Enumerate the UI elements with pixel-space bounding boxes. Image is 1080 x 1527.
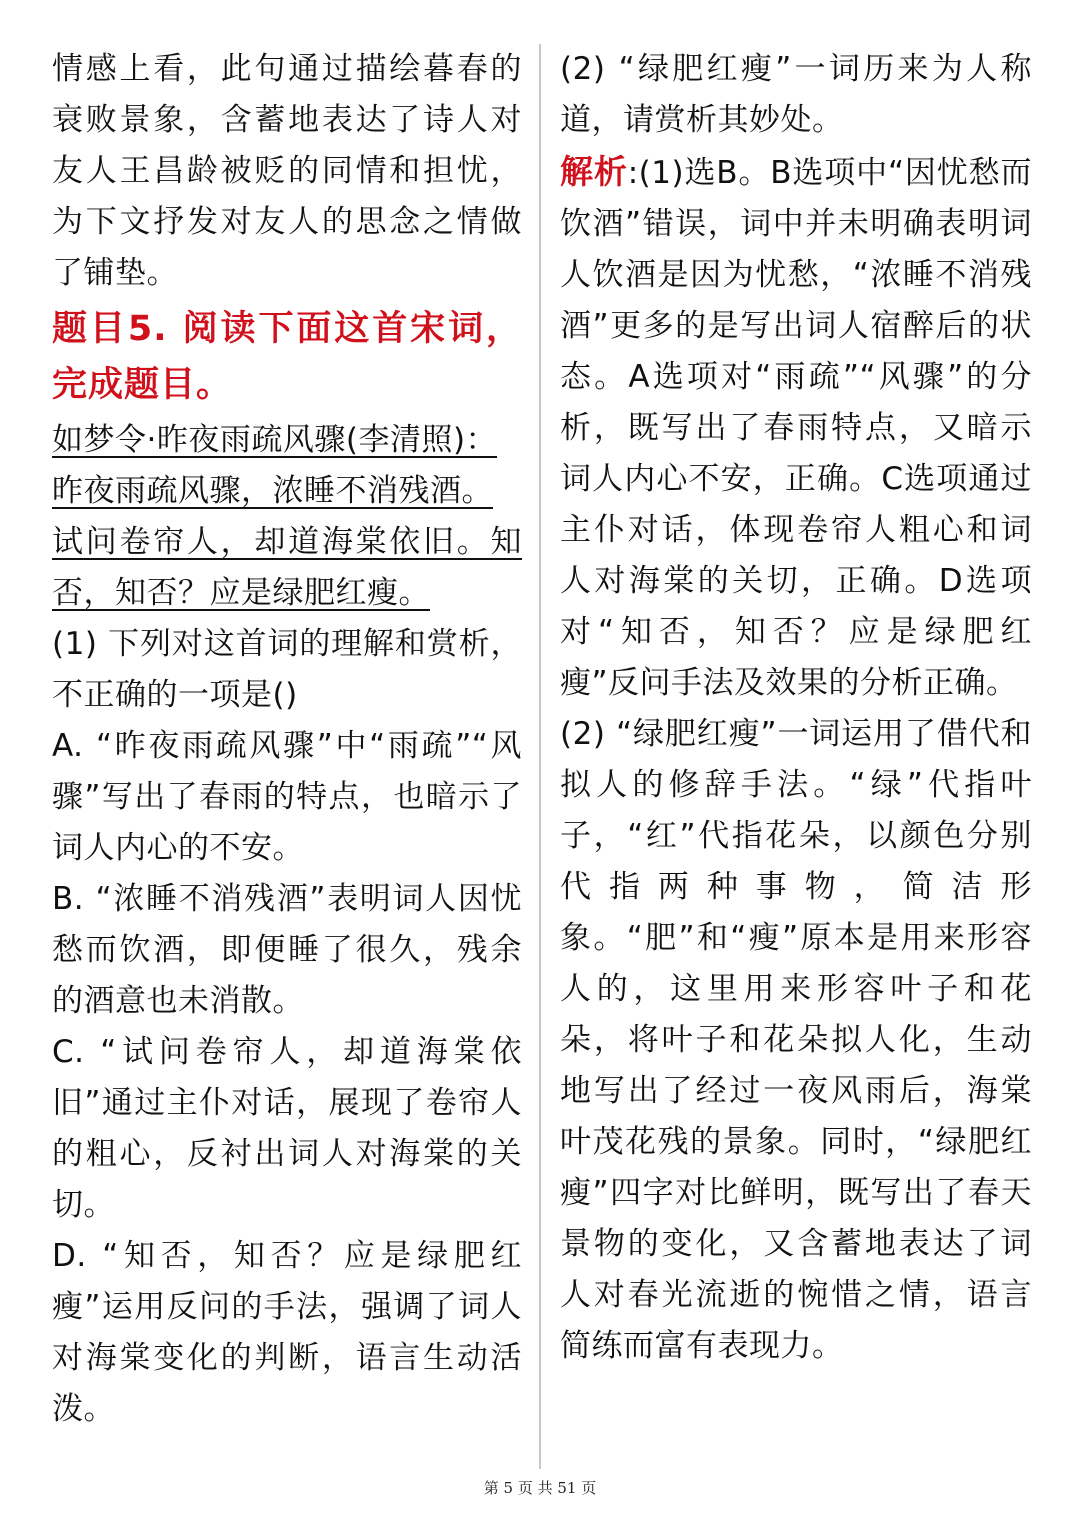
answer-part-2: (2) “绿肥红瘦”一词运用了借代和拟人的修辞手法。“绿”代指叶子，“红”代指花朵，以颜色分别代指两种事物，简洁形象。“肥”和“瘦”原本是用来形容人的，这里用来形容叶子和花朵，将叶子和花朵拟人化，生动地写出了经过一夜风雨后，海棠叶茂花残的景象。同时，“绿肥红瘦”四字对比鲜明，既写出了春天景物的变化，又含蓄地表达了词人对春光流逝的惋惜之情，语言简练而富有表现力。: [560, 716, 1032, 1364]
option-c: C. “试问卷帘人，却道海棠依旧”通过主仆对话，展现了卷帘人的粗心，反衬出词人对海棠的关切。: [52, 1034, 522, 1223]
poem-title: 如梦令·昨夜雨疏风骤(李清照)：: [52, 422, 498, 458]
question-heading: 题目5. 阅读下面这首宋词，完成题目。: [52, 309, 522, 405]
option-b: B. “浓睡不消残酒”表明词人因忧愁而饮酒，即便睡了很久，残余的酒意也未消散。: [52, 881, 522, 1019]
option-a: A. “昨夜雨疏风骤”中“雨疏”“风骤”写出了春雨的特点，也暗示了词人内心的不安。: [52, 728, 522, 866]
option-d: D. “知否，知否？应是绿肥红瘦”运用反问的手法，强调了词人对海棠变化的判断，语言生动活泼。: [52, 1238, 522, 1427]
poem-block: [52, 415, 522, 619]
left-column: [52, 44, 522, 1435]
page-footer: 第 5 页 共 51 页: [483, 1479, 597, 1497]
answer-1-text: :(1)选B。B选项中“因忧愁而饮酒”错误，词中并未明确表明词人饮酒是因为忧愁，“浓睡不消残酒”更多的是写出词人宿醉后的状态。A选项对“雨疏”“风骤”的分析，既写出了春雨特点，又暗示词人内心不安，正确。C选项通过主仆对话，体现卷帘人粗心和词人对海棠的关切，正确。D选项对“知否，知否？应是绿肥红瘦”反问手法及效果的分析正确。: [560, 155, 1033, 701]
poem-line-1: 昨夜雨疏风骤，浓睡不消残酒。: [52, 473, 493, 509]
answer-part-1: [560, 146, 1032, 709]
right-column: [560, 44, 1032, 1372]
intro-paragraph: 情感上看，此句通过描绘暮春的衰败景象，含蓄地表达了诗人对友人王昌龄被贬的同情和担忧，为下文抒发对友人的思念之情做了铺垫。: [52, 51, 522, 291]
question-1: (1) 下列对这首词的理解和赏析，不正确的一项是(): [52, 626, 522, 713]
question-2: (2) “绿肥红瘦”一词历来为人称道，请赏析其妙处。: [560, 51, 1032, 138]
column-divider: [539, 44, 541, 1469]
poem-line-2: 试问卷帘人，却道海棠依旧。知否，知否？应是绿肥红瘦。: [52, 524, 522, 611]
answer-label: 解析: [560, 152, 628, 191]
